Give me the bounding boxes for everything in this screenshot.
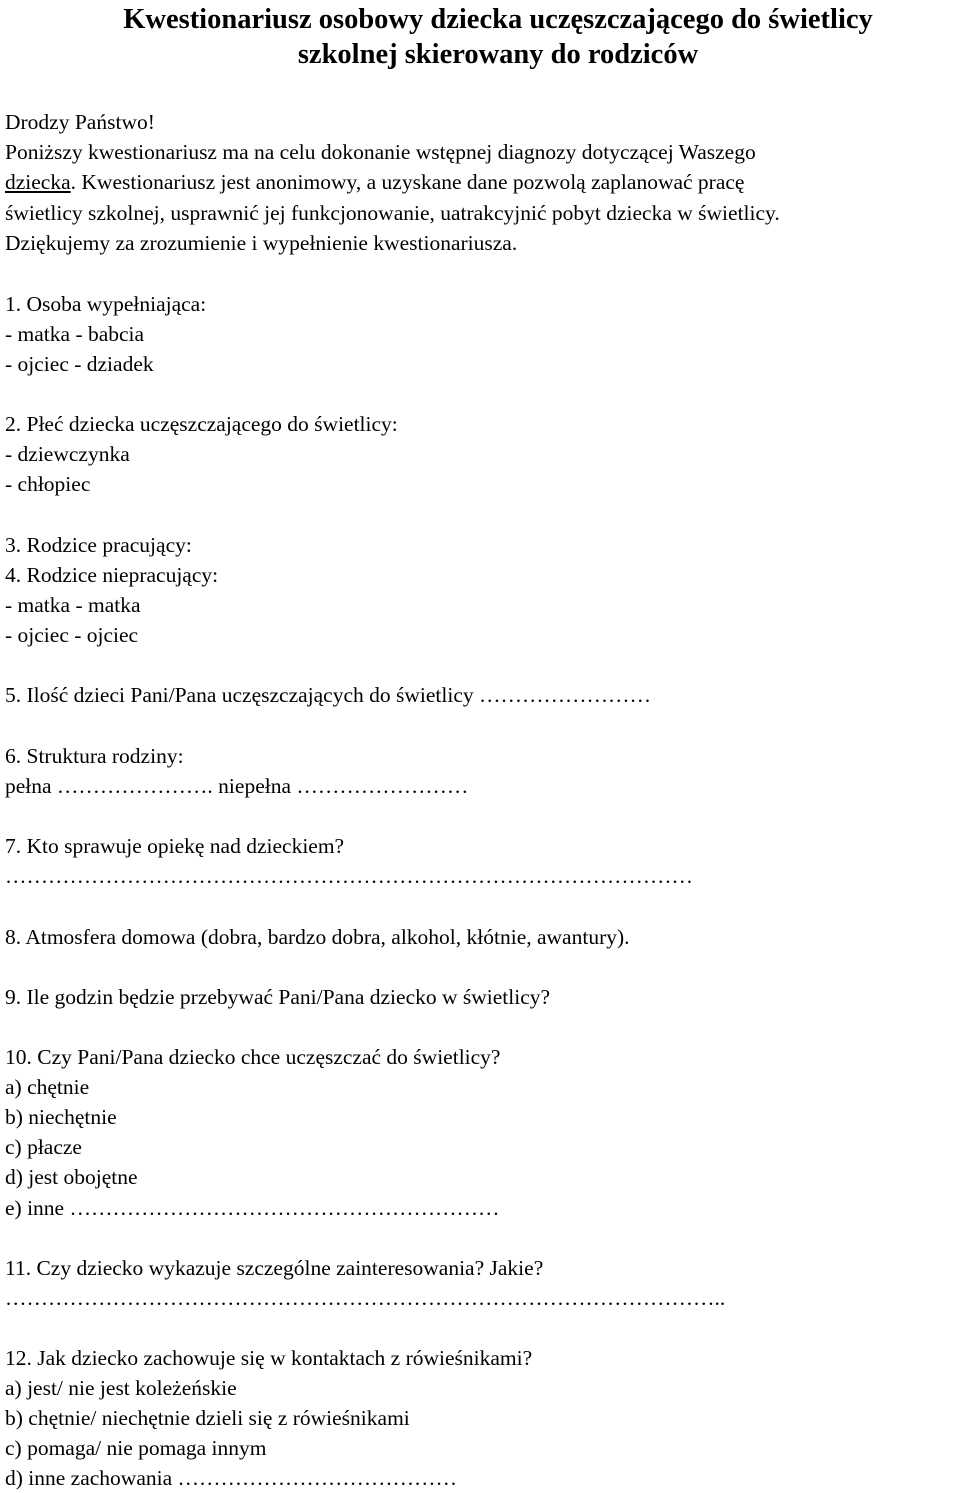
q7-answer-blank: ……………………………………………………………………………………	[5, 864, 693, 888]
q5-text: 5. Ilość dzieci Pani/Pana uczęszczających do świetlicy ……………………	[5, 683, 651, 707]
q2-text: 2. Płeć dziecka uczęszczającego do świetlicy:	[5, 412, 398, 436]
q7-text: 7. Kto sprawuje opiekę nad dzieckiem?	[5, 834, 345, 858]
q1-option-2: - ojciec - dziadek	[5, 352, 154, 376]
q12-option-d: d) inne zachowania …………………………………	[5, 1466, 458, 1490]
title-line-1: Kwestionariusz osobowy dziecka uczęszczającego do świetlicy	[123, 4, 873, 35]
intro-greeting: Drodzy Państwo!	[5, 110, 155, 134]
q2-option-2: - chłopiec	[5, 472, 91, 496]
q12-option-b: b) chętnie/ niechętnie dzieli się z rówieśnikami	[5, 1406, 410, 1430]
q12-option-a: a) jest/ nie jest koleżeńskie	[5, 1376, 237, 1400]
title-line-2: szkolnej skierowany do rodziców	[297, 39, 699, 70]
q10-text: 10. Czy Pani/Pana dziecko chce uczęszczać do świetlicy?	[5, 1045, 501, 1069]
q10-option-a: a) chętnie	[5, 1075, 90, 1099]
q10-option-c: c) płacze	[5, 1135, 82, 1159]
q4-text: 4. Rodzice niepracujący:	[5, 563, 219, 587]
q12-option-c: c) pomaga/ nie pomaga innym	[5, 1436, 267, 1460]
q11-answer-blank: ………………………………………………………………………………………..	[5, 1286, 726, 1310]
intro-line-4: Dziękujemy za zrozumienie i wypełnienie kwestionariusza.	[5, 231, 518, 255]
q10-option-b: b) niechętnie	[5, 1105, 117, 1129]
q2-option-1: - dziewczynka	[5, 442, 130, 466]
q12-text: 12. Jak dziecko zachowuje się w kontaktach z rówieśnikami?	[5, 1346, 533, 1370]
q8-text: 8. Atmosfera domowa (dobra, bardzo dobra, alkohol, kłótnie, awantury).	[5, 925, 630, 949]
q4-option-1: - matka - matka	[5, 593, 141, 617]
q11-text: 11. Czy dziecko wykazuje szczególne zainteresowania? Jakie?	[5, 1256, 544, 1280]
intro-line-3: świetlicy szkolnej, usprawnić jej funkcjonowanie, uatrakcyjnić pobyt dziecka w świetlicy.	[5, 201, 780, 225]
q1-option-1: - matka - babcia	[5, 322, 145, 346]
q4-option-2: - ojciec - ojciec	[5, 623, 139, 647]
q9-text: 9. Ile godzin będzie przebywać Pani/Pana dziecko w świetlicy?	[5, 985, 551, 1009]
q3-text: 3. Rodzice pracujący:	[5, 533, 192, 557]
intro-line-2	[5, 167, 744, 197]
q6-option-1: pełna …………………. niepełna ……………………	[5, 774, 469, 798]
q10-option-d: d) jest obojętne	[5, 1165, 138, 1189]
intro-underlined-word: dziecka	[5, 170, 71, 194]
intro-line-2-rest: . Kwestionariusz jest anonimowy, a uzyskane dane pozwolą zaplanować pracę	[70, 170, 745, 194]
intro-line-1: Poniższy kwestionariusz ma na celu dokonanie wstępnej diagnozy dotyczącej Waszego	[5, 140, 756, 164]
q1-text: 1. Osoba wypełniająca:	[5, 292, 207, 316]
q10-option-e: e) inne ……………………………………………………	[5, 1196, 500, 1220]
page-title	[0, 2, 960, 72]
q6-text: 6. Struktura rodziny:	[5, 744, 184, 768]
